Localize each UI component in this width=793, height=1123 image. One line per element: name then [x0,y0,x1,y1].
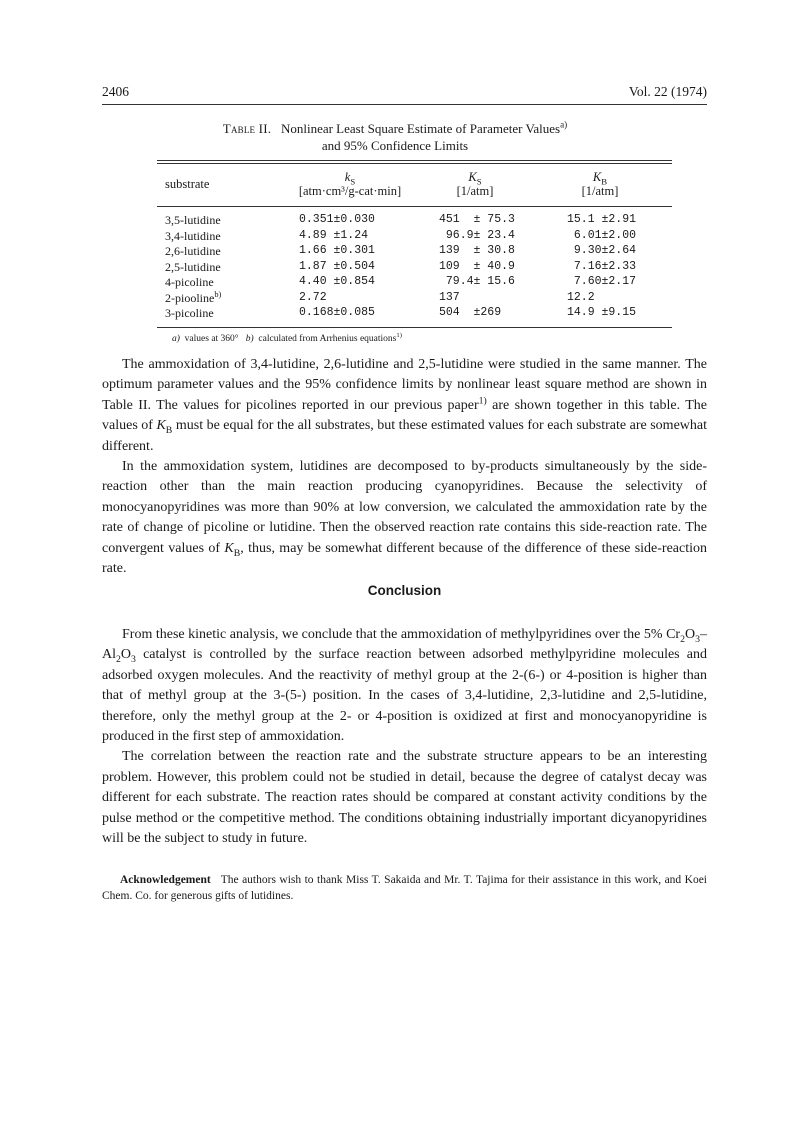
paragraph-3 [102,625,707,747]
cell-ks: 4.40 ±0.854 [299,275,375,288]
table-row [0,244,793,259]
ks-subscript: S [350,176,356,187]
table-title-line1: Nonlinear Least Square Estimate of Parameter Values [280,121,561,136]
cell-substrate: 2,5-lutidine [165,259,221,274]
table-bottom-rule [157,327,672,328]
p3-sub: 3 [695,633,700,645]
footnote-b-marker: b) [245,334,254,344]
cell-substrate: 3,4-lutidine [165,228,221,243]
paragraph-4: The correlation between the reaction rate and the substrate structure appears to be an interesting problem. However, this problem could not be studied in detail, because the degree of catalyst decay was different for each substrate. The reaction rates should be compared at constant activity conditions by the pulse method or the competitive method. The conditions obtaining industrially important dicyanopyridines will be the subject to study in future. [102,749,707,847]
p1-ref: 1) [478,395,487,407]
cell-substrate: 3-picoline [165,306,214,320]
table-row [0,275,793,290]
acknowledgement [102,872,707,904]
running-header [102,84,707,104]
KS-symbol: K [468,170,477,184]
footnote-a-marker: a) [172,334,180,344]
p3-text: From these kinetic analysis, we conclude that the ammoxidation of methylpyridines over the 5% Cr [122,627,681,642]
table-row [0,260,793,275]
p3-text: O [120,647,132,663]
col-header-KS [425,170,525,198]
KS-subscript: S [476,176,482,187]
table-top-rule [157,160,672,161]
cell-KS: 137 [439,290,460,304]
cell-substrate [165,291,221,306]
p3-sub: 2 [116,654,121,666]
p3-sub: 3 [131,654,136,666]
body-text-top [102,355,707,579]
header-rule [102,104,707,105]
cell-substrate: 4-picoline [165,275,214,289]
KB-unit: [1/atm] [581,184,619,198]
page-number: 2406 [102,84,129,99]
cell-KB: 7.16±2.33 [567,259,637,273]
cell-KS: 79.4± 15.6 [439,275,515,288]
footnote-a: values at 360° [184,334,239,344]
cell-KB: 6.01±2.00 [567,228,637,242]
cell-KS: 96.9± 23.4 [439,228,515,242]
p3-text: O [684,627,696,642]
substrate-name: 2-piooline [165,290,215,305]
cell-KB: 12.2 [567,290,595,304]
col-header-substrate: substrate [165,177,210,191]
cell-KS: 109 ± 40.9 [439,259,515,273]
footnote-b: calculated from Arrhenius equations [258,334,397,344]
cell-KS: 451 ± 75.3 [439,213,515,226]
journal-volume: Vol. 22 (1974) [628,84,707,99]
table-footnotes [172,331,402,344]
cell-ks: 0.351±0.030 [299,213,375,226]
cell-ks: 1.66 ±0.301 [299,244,375,257]
table-title-line2: and 95% Confidence Limits [321,138,469,153]
cell-ks: 4.89 ±1.24 [299,228,369,242]
ks-symbol: k [344,170,351,184]
p2-symbol-sub: B [233,547,241,559]
footnote-b-ref: 1) [396,331,402,339]
p1-text: The ammoxidation of 3,4-lutidine, 2,6-lutidine and 2,5-lutidine were studied in the same manner. The optimum parameter values and the 95% confidence limits by nonlinear least square method are shown in Table II. The values for picolines reported in our previous paper [102,357,707,413]
table-top-rule-double [157,163,672,164]
acknowledgement-text: The authors wish to thank Miss T. Sakaida and Mr. T. Tajima for their assistance in this work, and Koei Chem. Co. for generous gifts of lutidines. [102,874,707,902]
paragraph-2 [102,457,707,579]
cell-ks: 1.87 ±0.504 [299,259,375,273]
table-caption [160,120,630,154]
table-label: Table II. [222,121,272,136]
table-row [0,229,793,244]
p3-sub: 2 [680,633,685,645]
KS-unit: [1/atm] [456,184,494,198]
table-row [0,291,793,306]
table-header-rule [157,206,672,207]
p3-text: –Al [102,627,707,663]
cell-ks: 2.72 [299,290,327,304]
table-title-note: a) [560,119,568,130]
acknowledgement-label: Acknowledgement [120,874,211,886]
cell-substrate: 3,5-lutidine [165,213,221,227]
cell-KS: 139 ± 30.8 [439,244,515,257]
body-text-conclusion [102,625,707,849]
cell-ks: 0.168±0.085 [299,306,375,319]
p2-text: , thus, may be somewhat different because of the difference of these side-reaction rate. [102,540,707,577]
paragraph-1 [102,355,707,457]
p2-text: In the ammoxidation system, lutidines are decomposed to by-products simultaneously by the side-reaction other than the main reaction producing cyanopyridines. Because the selectivity of monocyanopyridines was more than 90% at low conversion, we calculated the ammoxidation rate by the rate of change of picoline or lutidine. Then the observed reaction rate contains this side-reaction rate. The convergent values of [102,459,707,556]
p1-text: are shown together in this table. The values of [102,397,707,434]
KB-subscript: B [601,176,608,187]
section-heading: Conclusion [367,583,442,598]
cell-KB: 9.30±2.64 [567,244,637,257]
table-row [0,213,793,228]
KB-symbol: K [592,170,602,184]
col-header-KB [550,170,650,198]
p1-symbol-sub: B [165,425,173,437]
table-row [0,306,793,321]
p2-symbol: K [224,540,234,556]
col-header-ks [270,170,430,198]
p1-text: must be equal for the all substrates, but these estimated values for each substrate are somewhat different. [102,418,707,454]
ks-unit: [atm·cm³/g-cat·min] [298,184,402,198]
cell-substrate: 2,6-lutidine [165,244,221,258]
cell-KS: 504 ±269 [439,306,502,319]
substrate-note: b) [214,289,222,299]
cell-KB: 7.60±2.17 [567,275,637,288]
cell-KB: 14.9 ±9.15 [567,306,637,319]
cell-KB: 15.1 ±2.91 [567,213,637,226]
p1-symbol: K [156,418,166,434]
p3-text: catalyst is controlled by the surface reaction between adsorbed methylpyridine molecules and adsorbed oxygen molecules. And the reactivity of methyl group at the 2-(6-) or 4-position is higher than that of methyl group at the 3-(5-) position. In the cases of 3,4-lutidine, 2,3-lutidine and 2,5-lutidine, therefore, only the methyl group at the 2- or 4-position is oxidized at first and monocyanopyridine is produced in the first step of ammoxidation. [102,647,707,745]
